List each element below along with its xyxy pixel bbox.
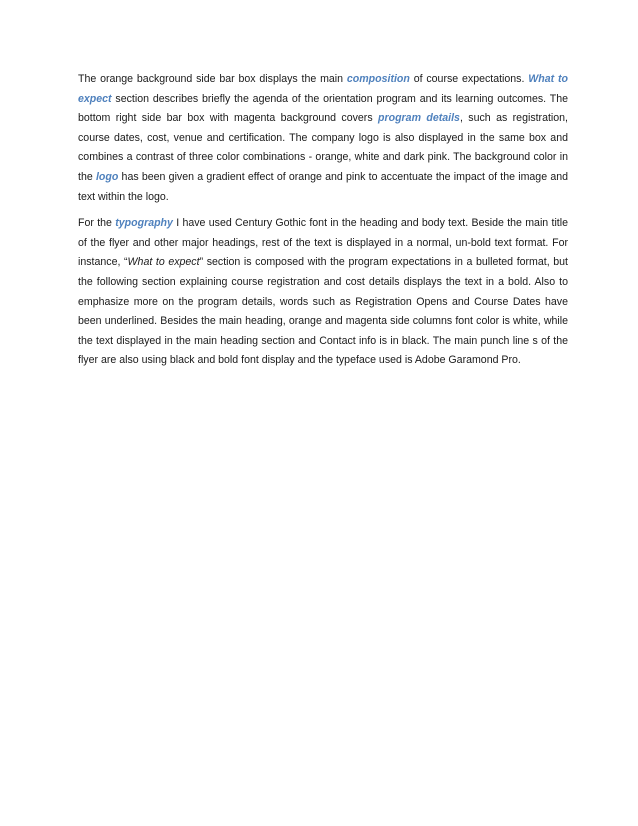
text-run: I have used Century Gothic font in the heading and body text. Beside the main title of the flyer and other major headings, rest of the text is displayed in a normal, un-bold text format. For instance, “ — [78, 217, 568, 269]
text-run: of course expectations. — [409, 73, 529, 85]
text-run: For the — [78, 217, 116, 230]
highlight-composition: composition — [346, 73, 410, 85]
text-run: has been given a gradient effect of orange and pink to accentuate the impact of the image and text within the logo. — [78, 170, 569, 203]
paragraph-composition — [78, 70, 568, 207]
document-body — [78, 70, 568, 378]
text-run: ” section is composed with the program expectations in a bulleted format, but the following section explaining course registration and cost details displays the text in a bold. Also to emphasize more on the program details, words such as Registration Opens and Course Dates have been underlined. Besides the main heading, orange and magenta side columns font color is white, while the text displayed in the main heading section and Contact info is in black. The main punch line s of the flyer are also using black and bold font display and the typeface used is Adobe Garamond Pro. — [78, 256, 568, 367]
text-run: section describes briefly the agenda of the orientation program and its learning outcomes. The bottom right side bar box with magenta background covers — [78, 92, 568, 125]
paragraph-typography — [78, 214, 568, 371]
highlight-what-to-expect: What to expect — [78, 73, 568, 105]
highlight-logo: logo — [95, 170, 119, 183]
highlight-program-details: program details — [378, 112, 460, 125]
text-run: , such as registration, course dates, cost, venue and certification. The company logo is also displayed in the same box and combines a contrast of three color combinations - orange, white and dark pink. The background color in the — [78, 112, 568, 183]
italic-what-to-expect: What to expect — [127, 256, 200, 269]
text-run: The orange background side bar box displays the main — [78, 73, 347, 85]
highlight-typography: typography — [115, 217, 173, 230]
